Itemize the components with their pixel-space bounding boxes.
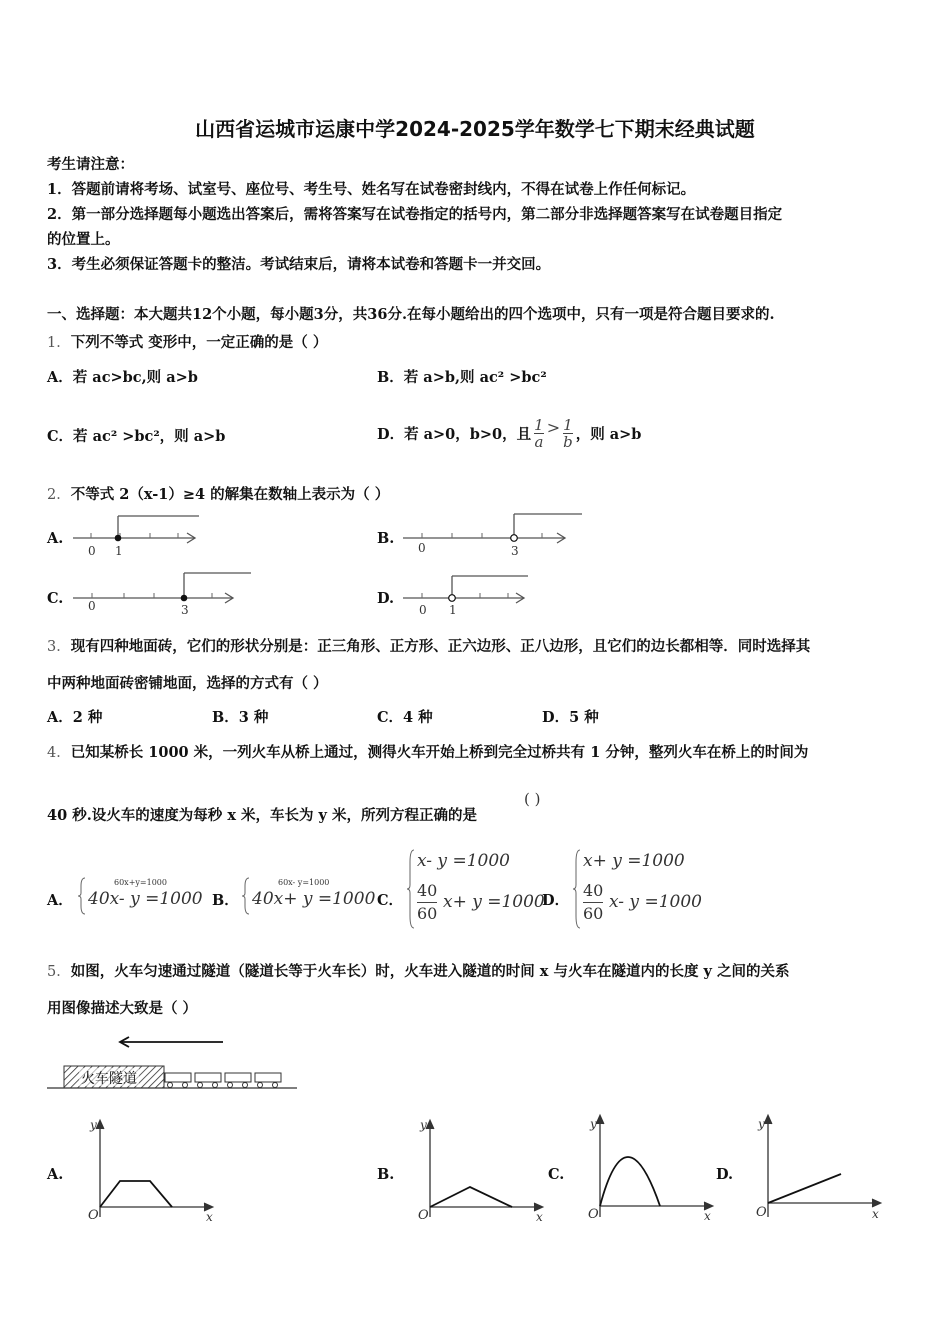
tick-label: 3 (181, 603, 189, 617)
tunnel-label: 火车隧道 (81, 1071, 137, 1087)
q4-option-b[interactable] (242, 876, 376, 916)
notice-item: 2．第一部分选择题每小题选出答案后，需将答案写在试卷指定的括号内，第二部分非选择题答案写在试卷题目指定 (47, 206, 783, 223)
q2-label-c[interactable]: C. (47, 590, 64, 607)
q1-option-b[interactable]: B．若 a>b,则 ac² >bc² (377, 369, 547, 386)
q4-label-a[interactable]: A． (47, 892, 73, 909)
q4-label-b[interactable]: B． (212, 892, 239, 909)
question-stem-cont: 中两种地面砖密铺地面，选择的方式有（ ） (47, 675, 328, 692)
equation-line: 60x- y=1000 (278, 878, 330, 887)
axis-label: y (758, 1117, 765, 1131)
question-5 (47, 960, 790, 981)
equation-line: x+ y =1000 (583, 851, 685, 871)
q4-option-c[interactable] (407, 848, 545, 930)
question-number: 5． (47, 964, 71, 980)
notice-item: 3．考生必须保证答题卡的整洁。考试结束后，请将本试卷和答题卡一并交回。 (47, 256, 551, 273)
q2-label-d[interactable]: D. (377, 590, 395, 607)
question-number: 3． (47, 639, 71, 655)
question-stem-cont: 用图像描述大致是（ ） (47, 1000, 198, 1017)
origin-label: O (588, 1207, 599, 1222)
q2-label-a[interactable]: A. (47, 530, 64, 547)
axis-label: x (536, 1210, 543, 1224)
q4-label-d[interactable]: D． (542, 892, 570, 909)
tunnel-figure (45, 1035, 305, 1100)
tick-label: 1 (115, 544, 123, 558)
number-line-a (70, 510, 210, 560)
q3-option-d[interactable]: D．5 种 (542, 709, 599, 726)
notice-heading: 考生请注意： (47, 156, 134, 173)
q5-label-d[interactable]: D. (716, 1166, 734, 1183)
question-stem: 现有四种地面砖，它们的形状分别是：正三角形、正方形、正六边形、正八边形，且它们的边长都相等．同时选择其 (70, 638, 811, 655)
origin-label: O (756, 1205, 767, 1220)
axis-label: y (90, 1118, 97, 1132)
question-2 (47, 483, 389, 504)
equation-line: 40x+ y =1000 (252, 889, 376, 909)
number-line-c (70, 570, 260, 620)
q4-label-c[interactable]: C． (377, 892, 404, 909)
question-stem: 下列不等式 变形中，一定正确的是（ ） (70, 334, 328, 351)
q5-label-b[interactable]: B. (377, 1166, 395, 1183)
q3-option-b[interactable]: B．3 种 (212, 709, 269, 726)
q4-option-d[interactable] (573, 848, 708, 930)
tick-label: 0 (419, 603, 427, 617)
question-4 (47, 741, 808, 762)
tick-label: 0 (88, 599, 96, 613)
tick-label: 1 (449, 603, 457, 617)
axis-label: x (206, 1210, 213, 1224)
question-number: 4． (47, 745, 71, 761)
question-1 (47, 331, 327, 352)
fraction: 40 60 (417, 881, 438, 923)
axis-label: x (704, 1209, 711, 1223)
q5-label-c[interactable]: C. (548, 1166, 565, 1183)
q5-label-a[interactable]: A. (47, 1166, 64, 1183)
answer-paren: ( ) (524, 790, 541, 808)
question-stem: 已知某桥长 1000 米，一列火车从桥上通过，测得火车开始上桥到完全过桥共有 1 分钟，整列火车在桥上的时间为 (70, 744, 809, 761)
train (165, 1073, 281, 1088)
notice-item: 1．答题前请将考场、试室号、座位号、考生号、姓名写在试卷密封线内，不得在试卷上作任何标记。 (47, 181, 696, 198)
tick-label: 3 (511, 544, 519, 558)
q4-option-a[interactable] (78, 876, 208, 916)
axis-label: y (590, 1117, 597, 1131)
q1-option-d[interactable] (377, 398, 641, 468)
axis-label: x (872, 1207, 879, 1221)
greater-than: > (546, 417, 561, 437)
graph-b (410, 1115, 550, 1225)
q1-option-d-prefix: D．若 a>0，b>0，且 (377, 425, 532, 443)
origin-label: O (88, 1208, 99, 1223)
question-3 (47, 635, 810, 656)
question-stem-cont: 40 秒.设火车的速度为每秒 x 米，车长为 y 米，所列方程正确的是 (47, 807, 478, 824)
question-number: 1． (47, 335, 71, 351)
section-heading: 一、选择题：本大题共12个小题，每小题3分，共36分.在每小题给出的四个选项中，只有一项是符合题目要求的. (47, 306, 775, 323)
equation-line: x- y =1000 (417, 851, 510, 871)
question-stem: 如图，火车匀速通过隧道（隧道长等于火车长）时，火车进入隧道的时间 x 与火车在隧道内的长度 y 之间的关系 (70, 963, 790, 980)
q1-option-a[interactable]: A．若 ac>bc,则 a>b (47, 369, 198, 386)
notice-item: 的位置上。 (47, 231, 120, 248)
page-title: 山西省运城市运康中学2024-2025学年数学七下期末经典试题 (195, 117, 755, 141)
equation-line: 60x+y=1000 (114, 878, 167, 887)
axis-label: y (420, 1118, 427, 1132)
equation-line: 40x- y =1000 (88, 889, 203, 909)
fraction: $\frac{1}{a}$ (534, 415, 544, 451)
question-stem: 不等式 2（x-1）≥4 的解集在数轴上表示为（ ） (70, 486, 390, 503)
graph-a (80, 1115, 220, 1225)
number-line-b (400, 510, 590, 560)
question-number: 2． (47, 487, 71, 503)
origin-label: O (418, 1208, 429, 1223)
equation-line: x- y =1000 (609, 892, 702, 912)
q3-option-c[interactable]: C．4 种 (377, 709, 433, 726)
fraction: 40 60 (583, 881, 604, 923)
number-line-d (400, 570, 540, 620)
tick-label: 0 (418, 541, 426, 555)
q1-option-c[interactable]: C．若 ac² >bc²，则 a>b (47, 428, 226, 445)
tick-label: 0 (88, 544, 96, 558)
q2-label-b[interactable]: B. (377, 530, 395, 547)
q3-option-a[interactable]: A．2 种 (47, 709, 103, 726)
graph-d (748, 1110, 888, 1225)
equation-line: x+ y =1000 (443, 892, 545, 912)
fraction: $\frac{1}{b}$ (563, 415, 573, 451)
q1-option-d-suffix: ，则 a>b (575, 425, 642, 443)
graph-c (580, 1110, 720, 1225)
